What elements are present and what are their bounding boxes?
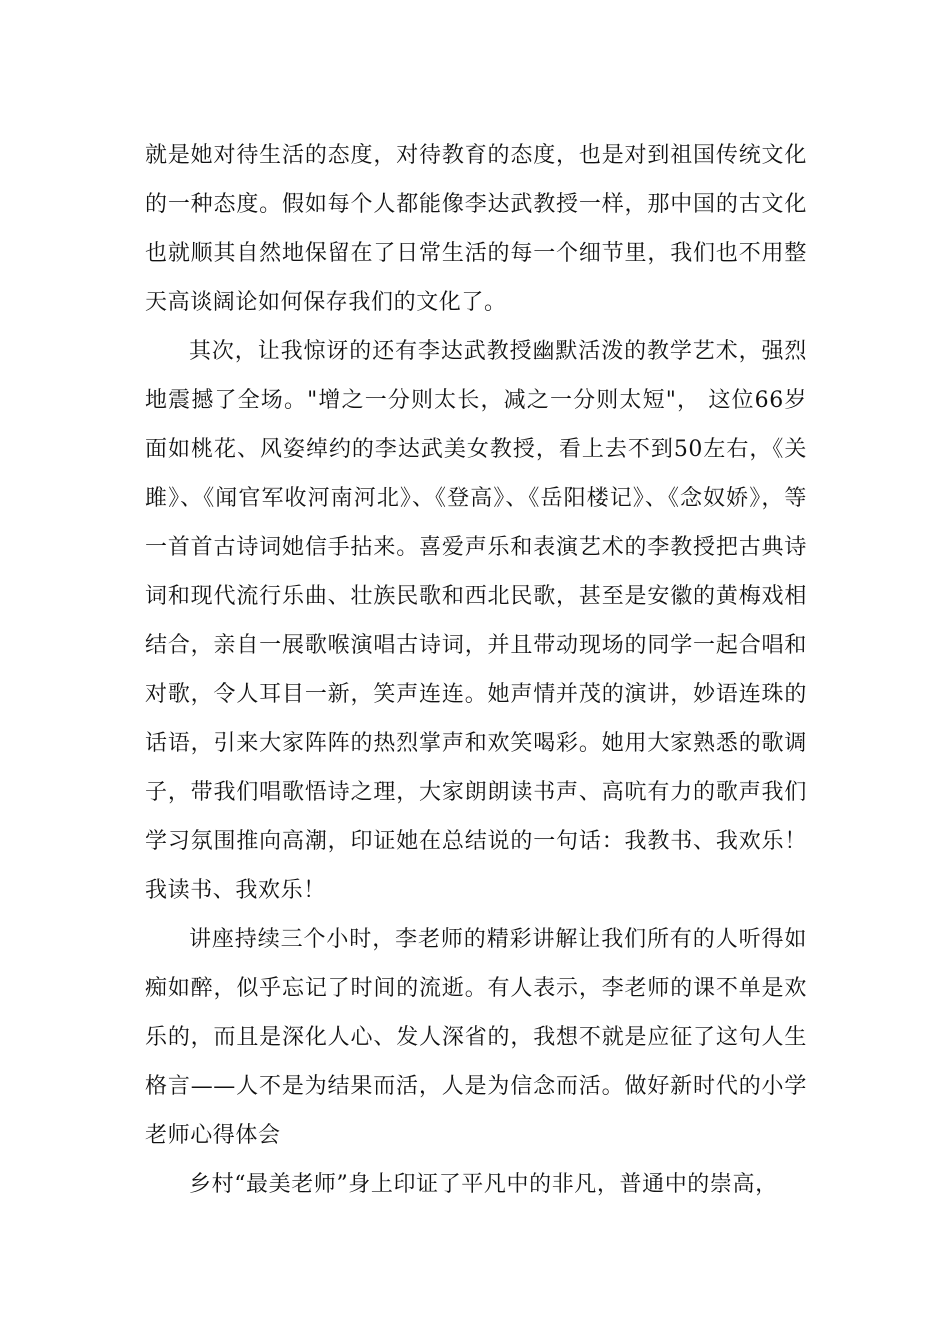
document-body [145,131,807,1209]
paragraph-4: 乡村“最美老师”身上印证了平凡中的非凡，普通中的崇高， [189,1172,778,1197]
paragraph-3: 讲座持续三个小时，李老师的精彩讲解让我们所有的人听得如痴如醉，似乎忘记了时间的流逝。有人表示，李老师的课不单是欢乐的，而且是深化人心、发人深省的，我想不就是应征了这句人生格言——人不是为结果而活，人是为信念而活。做好新时代的小学老师心得体会 [145,927,807,1148]
paragraph-2: 其次，让我惊讶的还有李达武教授幽默活泼的教学艺术，强烈地震撼了全场。"增之一分则太长，减之一分则太短"， 这位66岁面如桃花、风姿绰约的李达武美女教授，看上去不到50左右，《关雎》、《闻官军收河南河北》、《登高》、《岳阳楼记》、《念奴娇》，等一首首古诗词她信手拈来。喜爱声乐和表演艺术的李教授把古典诗词和现代流行乐曲、壮族民歌和西北民歌，甚至是安徽的黄梅戏相结合，亲自一展歌喉演唱古诗词，并且带动现场的同学一起合唱和对歌，令人耳目一新，笑声连连。她声情并茂的演讲，妙语连珠的话语，引来大家阵阵的热烈掌声和欢笑喝彩。她用大家熟悉的歌调子，带我们唱歌悟诗之理，大家朗朗读书声、高吭有力的歌声我们学习氛围推向高潮，印证她在总结说的一句话：我教书、我欢乐！我读书、我欢乐！ [145,339,807,903]
paragraph-1: 就是她对待生活的态度，对待教育的态度，也是对到祖国传统文化的一种态度。假如每个人都能像李达武教授一样，那中国的古文化也就顺其自然地保留在了日常生活的每一个细节里，我们也不用整天高谈阔论如何保存我们的文化了。 [145,143,807,315]
